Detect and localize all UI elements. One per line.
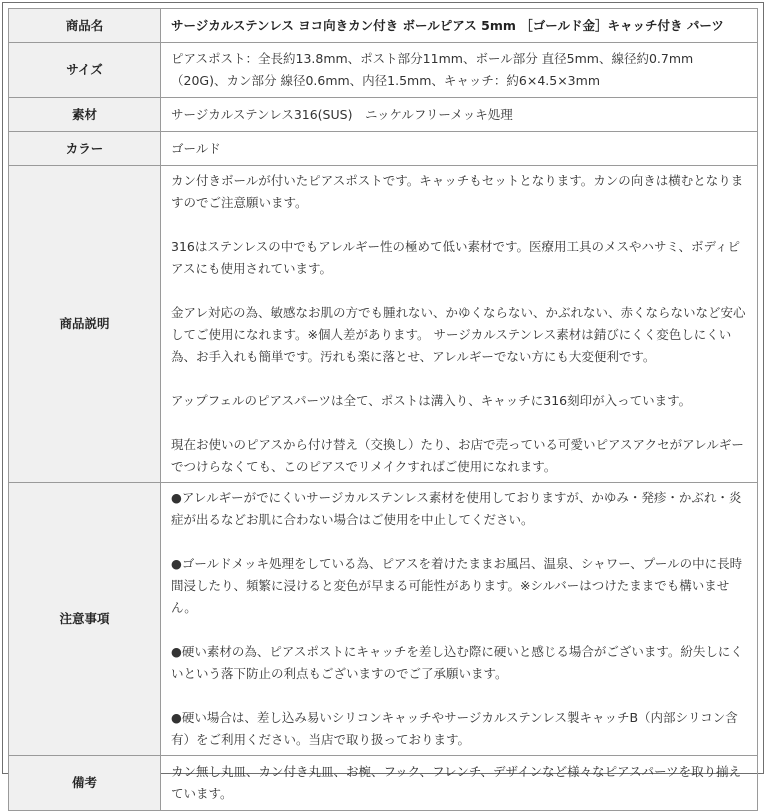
label-description: 商品説明 <box>9 166 161 483</box>
row-description <box>9 166 758 483</box>
row-remarks <box>9 756 758 811</box>
label-remarks: 備考 <box>9 756 161 811</box>
row-material <box>9 98 758 132</box>
description-paragraph: 現在お使いのピアスから付け替え（交換し）たり、お店で売っている可愛いピアスアクセがアレルギーでつけらなくても、このピアスでリメイクすればご使用になれます。 <box>171 437 744 474</box>
value-remarks: カン無し丸皿、カン付き丸皿、お椀、フック、フレンチ、デザインなど様々なピアスパーツを取り揃えています。 <box>161 756 758 811</box>
row-product-name <box>9 9 758 43</box>
value-material: サージカルステンレス316(SUS) ニッケルフリーメッキ処理 <box>161 98 758 132</box>
value-product-name: サージカルステンレス ヨコ向きカン付き ボールピアス 5mm ［ゴールド金］キャッチ付き パーツ <box>161 9 758 43</box>
value-description <box>161 166 758 483</box>
caution-paragraph: ●硬い素材の為、ピアスポストにキャッチを差し込む際に硬いと感じる場合がございます。紛失しにくいという落下防止の利点もございますのでご了承願います。 <box>171 644 743 681</box>
description-paragraph: アップフェルのピアスパーツは全て、ポストは溝入り、キャッチに316刻印が入っています。 <box>171 393 692 408</box>
description-paragraph: カン付きボールが付いたピアスポストです。キャッチもセットとなります。カンの向きは横むとなりますのでご注意願います。 <box>171 173 744 210</box>
product-spec-frame <box>2 2 764 801</box>
caution-paragraph: ●アレルギーがでにくいサージカルステンレス素材を使用しておりますが、かゆみ・発疹・かぶれ・炎症が出るなどお肌に合わない場合はご使用を中止してください。 <box>171 490 742 527</box>
label-color: カラー <box>9 132 161 166</box>
row-size <box>9 43 758 98</box>
label-cautions: 注意事項 <box>9 483 161 756</box>
label-material: 素材 <box>9 98 161 132</box>
value-cautions <box>161 483 758 756</box>
label-size: サイズ <box>9 43 161 98</box>
description-paragraph: 金アレ対応の為、敏感なお肌の方でも腫れない、かゆくならない、かぶれない、赤くならないなど安心してご使用になれます。※個人差があります。 サージカルステンレス素材は錆びにくく変色しにくい為、お手入れも簡単です。汚れも楽に落とせ、アレルギーでない方にも大変便利です。 <box>171 305 746 364</box>
caution-paragraph: ●硬い場合は、差し込み易いシリコンキャッチやサージカルステンレス製キャッチB（内部シリコン含有）をご利用ください。当店で取り扱っております。 <box>171 710 738 747</box>
value-size: ピアスポスト：全長約13.8mm、ポスト部分11mm、ボール部分 直径5mm、線径約0.7mm（20G)、カン部分 線径0.6mm、内径1.5mm、キャッチ：約6×4.5×3mm <box>161 43 758 98</box>
label-product-name: 商品名 <box>9 9 161 43</box>
description-paragraph: 316はステンレスの中でもアレルギー性の極めて低い素材です。医療用工具のメスやハサミ、ボディピアスにも使用されています。 <box>171 239 740 276</box>
product-spec-table <box>8 8 758 811</box>
value-color: ゴールド <box>161 132 758 166</box>
row-color <box>9 132 758 166</box>
caution-paragraph: ●ゴールドメッキ処理をしている為、ピアスを着けたままお風呂、温泉、シャワー、プールの中に長時間浸したり、頻繁に浸けると変色が早まる可能性があります。※シルバーはつけたままでも構いません。 <box>171 556 743 615</box>
row-cautions <box>9 483 758 756</box>
